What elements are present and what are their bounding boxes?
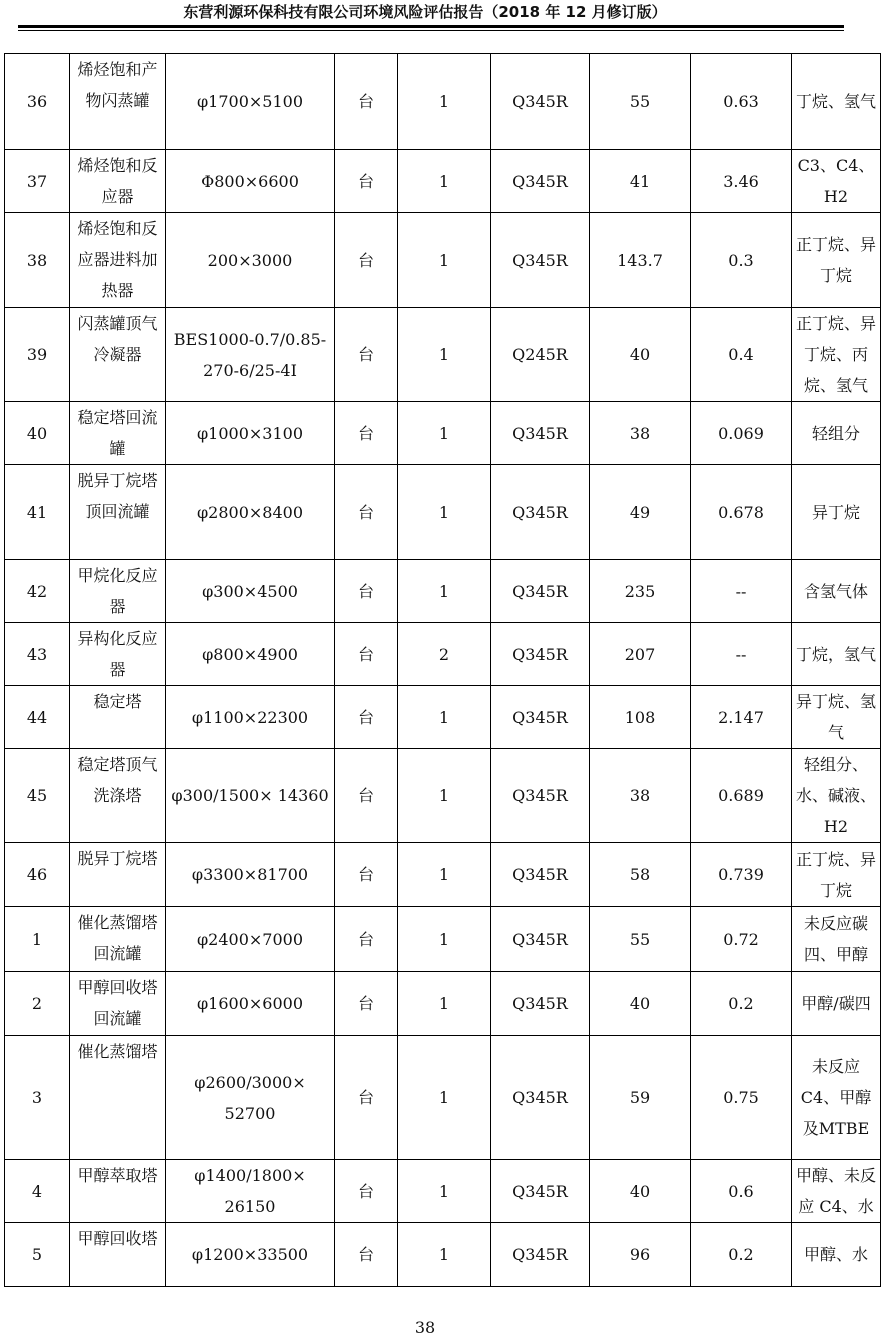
- cell-pressure: 2.147: [691, 686, 792, 749]
- cell-material: Q345R: [491, 843, 590, 907]
- cell-name: 稳定塔: [70, 686, 166, 749]
- cell-spec: φ1000×3100: [166, 402, 335, 465]
- cell-unit: 台: [335, 402, 398, 465]
- report-header-title: 东营利源环保科技有限公司环境风险评估报告（2018 年 12 月修订版）: [183, 3, 667, 21]
- cell-spec: φ1400/1800× 26150: [166, 1160, 335, 1223]
- header-rule-thick: [18, 25, 844, 28]
- cell-temp: 207: [590, 623, 691, 686]
- cell-pressure: 0.739: [691, 843, 792, 907]
- cell-no: 42: [5, 560, 70, 623]
- cell-qty: 1: [398, 308, 491, 402]
- cell-spec: φ1700×5100: [166, 54, 335, 150]
- cell-material: Q345R: [491, 1160, 590, 1223]
- cell-no: 4: [5, 1160, 70, 1223]
- cell-unit: 台: [335, 308, 398, 402]
- cell-temp: 49: [590, 465, 691, 560]
- cell-spec: φ1100×22300: [166, 686, 335, 749]
- cell-pressure: 0.3: [691, 213, 792, 308]
- table-row: [5, 560, 881, 623]
- cell-spec: φ300×4500: [166, 560, 335, 623]
- cell-pressure: 0.2: [691, 1223, 792, 1287]
- cell-no: 40: [5, 402, 70, 465]
- cell-pressure: 0.75: [691, 1036, 792, 1160]
- cell-qty: 1: [398, 402, 491, 465]
- cell-pressure: 0.069: [691, 402, 792, 465]
- table-row: [5, 1160, 881, 1223]
- cell-temp: 143.7: [590, 213, 691, 308]
- table-row: [5, 402, 881, 465]
- cell-qty: 1: [398, 560, 491, 623]
- cell-temp: 40: [590, 972, 691, 1036]
- cell-medium: 正丁烷、异丁烷: [792, 843, 881, 907]
- cell-spec: φ1200×33500: [166, 1223, 335, 1287]
- cell-temp: 55: [590, 907, 691, 972]
- cell-name: 烯烃饱和产物闪蒸罐: [70, 54, 166, 150]
- cell-medium: 轻组分: [792, 402, 881, 465]
- cell-material: Q345R: [491, 54, 590, 150]
- cell-temp: 40: [590, 1160, 691, 1223]
- cell-qty: 1: [398, 213, 491, 308]
- cell-spec: 200×3000: [166, 213, 335, 308]
- cell-qty: 1: [398, 465, 491, 560]
- cell-qty: 1: [398, 843, 491, 907]
- cell-temp: 59: [590, 1036, 691, 1160]
- cell-unit: 台: [335, 1160, 398, 1223]
- cell-medium: 异丁烷: [792, 465, 881, 560]
- cell-name: 催化蒸馏塔: [70, 1036, 166, 1160]
- table-row: [5, 213, 881, 308]
- cell-unit: 台: [335, 1223, 398, 1287]
- cell-material: Q345R: [491, 1223, 590, 1287]
- table-row: [5, 972, 881, 1036]
- cell-spec: φ1600×6000: [166, 972, 335, 1036]
- cell-spec: φ2800×8400: [166, 465, 335, 560]
- cell-material: Q345R: [491, 213, 590, 308]
- cell-no: 37: [5, 150, 70, 213]
- table-row: [5, 54, 881, 150]
- cell-temp: 58: [590, 843, 691, 907]
- cell-temp: 41: [590, 150, 691, 213]
- cell-pressure: 0.2: [691, 972, 792, 1036]
- table-row: [5, 686, 881, 749]
- cell-material: Q345R: [491, 150, 590, 213]
- cell-material: Q345R: [491, 1036, 590, 1160]
- cell-temp: 40: [590, 308, 691, 402]
- cell-pressure: 0.72: [691, 907, 792, 972]
- cell-medium: 丁烷，氢气: [792, 623, 881, 686]
- cell-name: 烯烃饱和反应器: [70, 150, 166, 213]
- cell-unit: 台: [335, 972, 398, 1036]
- page-number: 38: [414, 1318, 436, 1337]
- cell-material: Q345R: [491, 465, 590, 560]
- cell-no: 38: [5, 213, 70, 308]
- equipment-table: [4, 53, 881, 1287]
- cell-material: Q345R: [491, 623, 590, 686]
- cell-no: 2: [5, 972, 70, 1036]
- cell-name: 甲烷化反应器: [70, 560, 166, 623]
- cell-no: 41: [5, 465, 70, 560]
- cell-pressure: 0.6: [691, 1160, 792, 1223]
- cell-no: 44: [5, 686, 70, 749]
- cell-no: 36: [5, 54, 70, 150]
- cell-medium: 含氢气体: [792, 560, 881, 623]
- cell-medium: 甲醇/碳四: [792, 972, 881, 1036]
- cell-name: 稳定塔顶气洗涤塔: [70, 749, 166, 843]
- cell-name: 脱异丁烷塔顶回流罐: [70, 465, 166, 560]
- cell-medium: 轻组分、水、碱液、H2: [792, 749, 881, 843]
- cell-no: 3: [5, 1036, 70, 1160]
- cell-no: 46: [5, 843, 70, 907]
- cell-qty: 1: [398, 1036, 491, 1160]
- cell-unit: 台: [335, 465, 398, 560]
- cell-unit: 台: [335, 150, 398, 213]
- cell-material: Q345R: [491, 402, 590, 465]
- table-row: [5, 623, 881, 686]
- cell-unit: 台: [335, 749, 398, 843]
- cell-temp: 96: [590, 1223, 691, 1287]
- cell-medium: 甲醇、水: [792, 1223, 881, 1287]
- cell-name: 异构化反应器: [70, 623, 166, 686]
- cell-qty: 1: [398, 150, 491, 213]
- header-rule-thin: [18, 30, 844, 31]
- cell-pressure: 3.46: [691, 150, 792, 213]
- cell-temp: 108: [590, 686, 691, 749]
- table-row: [5, 465, 881, 560]
- cell-name: 烯烃饱和反应器进料加热器: [70, 213, 166, 308]
- cell-qty: 1: [398, 54, 491, 150]
- cell-medium: 丁烷、氢气: [792, 54, 881, 150]
- cell-spec: φ300/1500× 14360: [166, 749, 335, 843]
- cell-material: Q345R: [491, 907, 590, 972]
- cell-pressure: --: [691, 560, 792, 623]
- cell-temp: 38: [590, 402, 691, 465]
- cell-qty: 1: [398, 686, 491, 749]
- cell-no: 1: [5, 907, 70, 972]
- cell-spec: φ800×4900: [166, 623, 335, 686]
- cell-medium: 正丁烷、异丁烷: [792, 213, 881, 308]
- cell-qty: 1: [398, 1160, 491, 1223]
- table-row: [5, 749, 881, 843]
- cell-name: 甲醇回收塔回流罐: [70, 972, 166, 1036]
- cell-unit: 台: [335, 213, 398, 308]
- cell-unit: 台: [335, 843, 398, 907]
- cell-medium: 甲醇、未反应 C4、水: [792, 1160, 881, 1223]
- cell-medium: 正丁烷、异丁烷、丙烷、氢气: [792, 308, 881, 402]
- cell-no: 5: [5, 1223, 70, 1287]
- cell-name: 催化蒸馏塔回流罐: [70, 907, 166, 972]
- cell-spec: φ2400×7000: [166, 907, 335, 972]
- cell-temp: 38: [590, 749, 691, 843]
- cell-name: 脱异丁烷塔: [70, 843, 166, 907]
- cell-medium: C3、C4、H2: [792, 150, 881, 213]
- cell-no: 43: [5, 623, 70, 686]
- cell-qty: 1: [398, 1223, 491, 1287]
- cell-unit: 台: [335, 623, 398, 686]
- table-row: [5, 907, 881, 972]
- cell-no: 39: [5, 308, 70, 402]
- cell-medium: 未反应碳四、甲醇: [792, 907, 881, 972]
- cell-unit: 台: [335, 1036, 398, 1160]
- cell-qty: 1: [398, 749, 491, 843]
- table-row: [5, 1223, 881, 1287]
- cell-material: Q245R: [491, 308, 590, 402]
- cell-temp: 55: [590, 54, 691, 150]
- cell-material: Q345R: [491, 560, 590, 623]
- cell-name: 甲醇萃取塔: [70, 1160, 166, 1223]
- cell-spec: φ3300×81700: [166, 843, 335, 907]
- table-row: [5, 150, 881, 213]
- cell-medium: 未反应C4、甲醇及MTBE: [792, 1036, 881, 1160]
- cell-qty: 1: [398, 972, 491, 1036]
- cell-no: 45: [5, 749, 70, 843]
- cell-material: Q345R: [491, 972, 590, 1036]
- cell-name: 稳定塔回流罐: [70, 402, 166, 465]
- cell-name: 甲醇回收塔: [70, 1223, 166, 1287]
- cell-name: 闪蒸罐顶气冷凝器: [70, 308, 166, 402]
- cell-unit: 台: [335, 54, 398, 150]
- cell-pressure: 0.689: [691, 749, 792, 843]
- cell-material: Q345R: [491, 686, 590, 749]
- cell-unit: 台: [335, 686, 398, 749]
- cell-unit: 台: [335, 907, 398, 972]
- table-row: [5, 1036, 881, 1160]
- cell-qty: 1: [398, 907, 491, 972]
- table-row: [5, 308, 881, 402]
- cell-spec: φ2600/3000× 52700: [166, 1036, 335, 1160]
- cell-spec: Φ800×6600: [166, 150, 335, 213]
- cell-qty: 2: [398, 623, 491, 686]
- cell-medium: 异丁烷、氢气: [792, 686, 881, 749]
- cell-pressure: --: [691, 623, 792, 686]
- cell-material: Q345R: [491, 749, 590, 843]
- cell-pressure: 0.4: [691, 308, 792, 402]
- cell-temp: 235: [590, 560, 691, 623]
- cell-pressure: 0.63: [691, 54, 792, 150]
- table-row: [5, 843, 881, 907]
- cell-pressure: 0.678: [691, 465, 792, 560]
- cell-spec: BES1000-0.7/0.85-270-6/25-4I: [166, 308, 335, 402]
- cell-unit: 台: [335, 560, 398, 623]
